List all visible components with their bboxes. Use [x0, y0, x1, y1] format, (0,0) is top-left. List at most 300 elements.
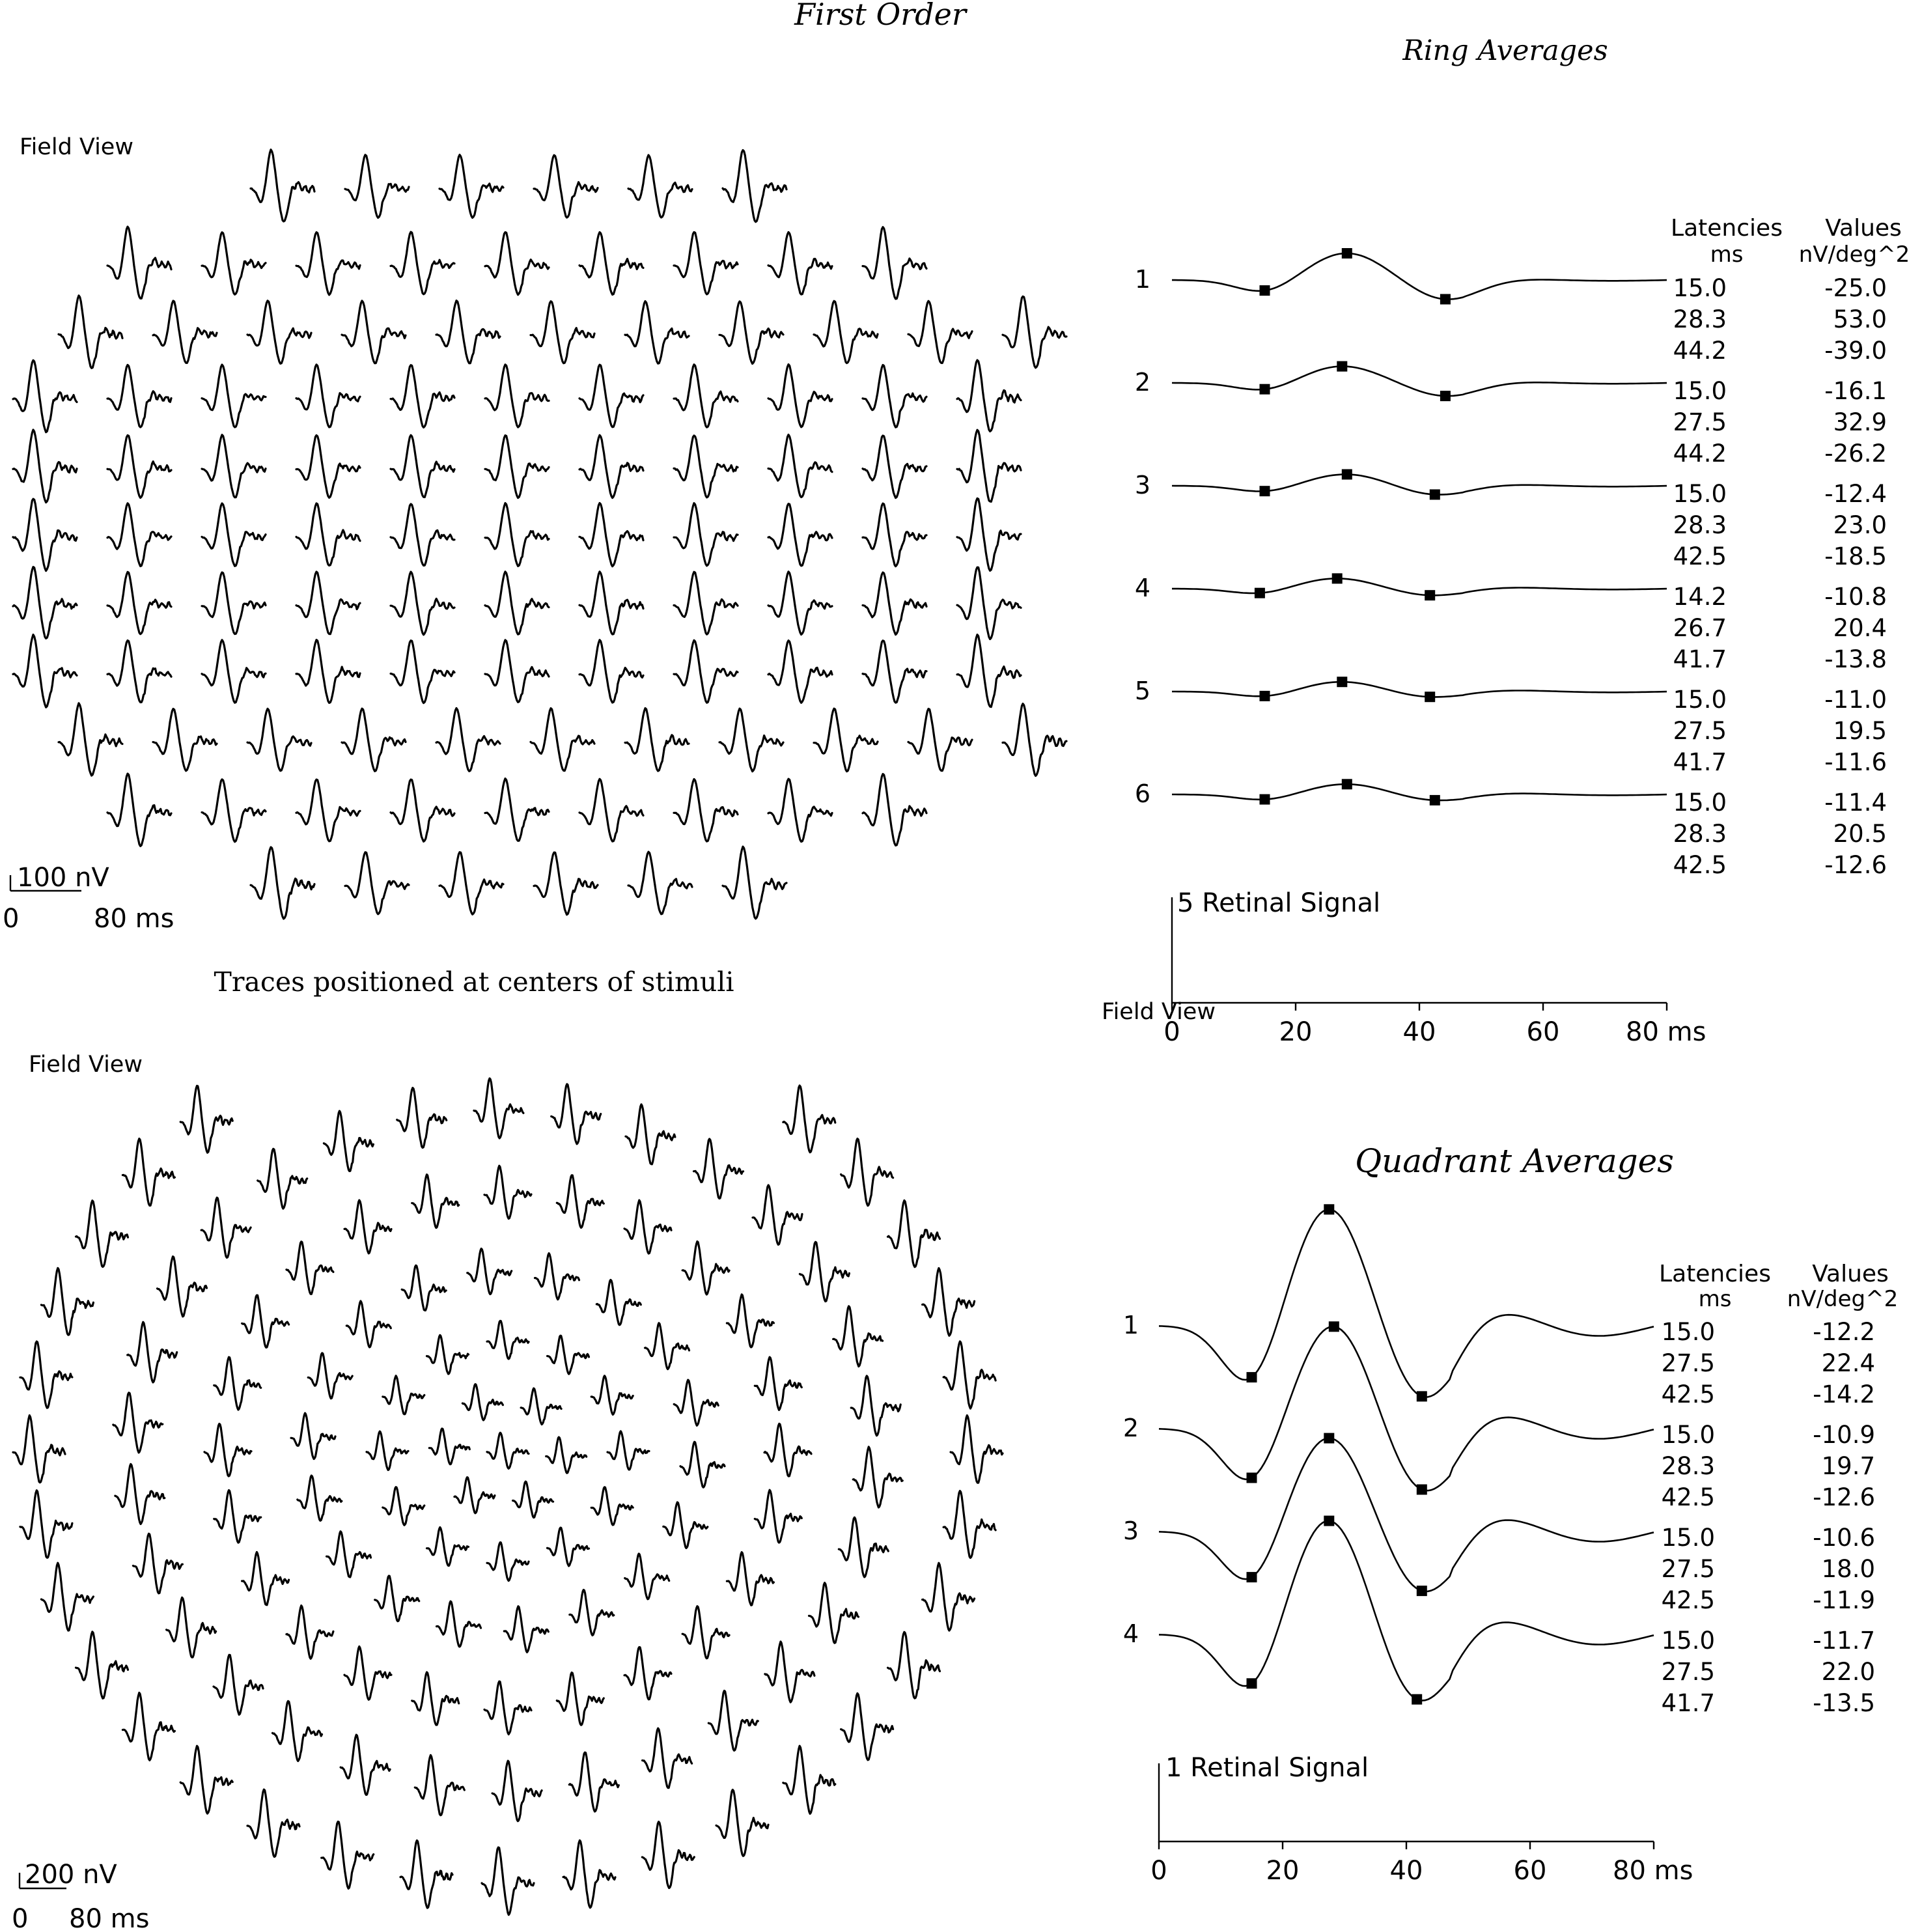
stimulus-trace — [76, 1201, 128, 1267]
quadrant-axis — [1150, 1753, 1693, 1886]
field-trace — [296, 365, 360, 427]
series-3-latency: 15.0 — [1673, 480, 1727, 508]
field-trace — [534, 155, 598, 217]
stimulus-trace — [833, 1306, 883, 1367]
stimulus-trace — [412, 1672, 459, 1725]
series-2-value: -12.6 — [1813, 1483, 1875, 1511]
series-3-latency: 42.5 — [1673, 542, 1727, 570]
stimulus-trace — [923, 1563, 975, 1631]
series-6-value: 20.5 — [1833, 820, 1887, 848]
series-1-value: 53.0 — [1833, 305, 1887, 333]
stimulus-trace — [122, 1693, 174, 1761]
field-trace — [908, 709, 972, 771]
field-trace — [768, 435, 832, 497]
ring-averages-panel — [1102, 35, 1910, 1047]
series-4-value: 22.0 — [1821, 1658, 1875, 1686]
stimulus-trace — [535, 1253, 579, 1300]
quadrant-xtick-40: 40 — [1389, 1856, 1423, 1886]
series-4-marker — [1425, 590, 1435, 600]
series-5-trace — [1172, 682, 1667, 697]
series-4-latency: 41.7 — [1673, 645, 1727, 673]
field-trace — [957, 635, 1021, 707]
stimulus-trace — [128, 1322, 177, 1382]
series-4-value: -13.8 — [1824, 645, 1887, 673]
series-3-latency: 27.5 — [1661, 1555, 1715, 1583]
stimulus-trace — [133, 1533, 182, 1593]
stimulus-trace — [214, 1357, 261, 1410]
field-trace — [251, 150, 314, 221]
stimulus-trace — [625, 1554, 669, 1599]
stimulus-trace — [247, 1789, 299, 1856]
field-trace — [485, 232, 549, 295]
series-3-latency: 15.0 — [1661, 1524, 1715, 1552]
stimulus-trace — [521, 1388, 561, 1424]
field-array-scale-bar — [3, 863, 174, 934]
stimulus-trace — [923, 1268, 975, 1336]
field-array-scale-value: 100 nV — [17, 863, 109, 893]
series-3-value: -11.9 — [1813, 1586, 1875, 1614]
field-trace — [296, 640, 360, 703]
series-2-value: 32.9 — [1833, 408, 1887, 436]
series-1-marker — [1247, 1372, 1257, 1382]
stimulus-trace — [951, 1416, 1003, 1483]
series-2-trace — [1172, 367, 1667, 397]
stimulus-trace — [204, 1424, 251, 1477]
stimulus-trace — [201, 1197, 251, 1257]
field-trace — [579, 572, 643, 634]
series-2-latency: 42.5 — [1661, 1483, 1715, 1511]
stimulus-trace — [853, 1447, 902, 1507]
field-trace — [768, 779, 832, 841]
field-array-label: Field View — [20, 134, 133, 160]
field-trace — [723, 847, 787, 919]
series-6-marker — [1430, 795, 1440, 805]
field-array-scale-end: 80 ms — [94, 904, 174, 934]
field-trace — [296, 779, 360, 841]
stimulus-trace — [474, 1078, 523, 1138]
series-3-trace — [1159, 1438, 1654, 1591]
field-trace — [863, 641, 926, 703]
ring-xtick-80: 80 ms — [1626, 1017, 1706, 1047]
series-4-latency: 15.0 — [1661, 1627, 1715, 1655]
series-2-value: -26.2 — [1824, 440, 1887, 468]
stimulus-trace — [548, 1528, 589, 1566]
series-1-value: -39.0 — [1824, 337, 1887, 365]
field-trace — [202, 435, 266, 497]
ring-view-label: Field View — [1102, 999, 1216, 1025]
stimulus-trace — [487, 1433, 529, 1468]
series-5-label: 5 — [1134, 677, 1151, 705]
ring-scale-label: 5 Retinal Signal — [1177, 888, 1381, 918]
field-array-traces — [13, 150, 1066, 919]
stimulus-trace — [783, 1746, 835, 1813]
field-trace — [202, 503, 266, 566]
series-4-marker — [1255, 588, 1265, 598]
ring-xtick-60: 60 — [1526, 1017, 1560, 1047]
field-trace — [957, 498, 1021, 570]
field-trace — [13, 635, 77, 708]
field-trace — [485, 640, 549, 702]
series-1-value: -12.2 — [1813, 1318, 1875, 1346]
stimuli-array-label: Field View — [29, 1052, 143, 1078]
ring-xtick-0: 0 — [1163, 1017, 1180, 1047]
field-trace — [719, 708, 783, 772]
stimulus-trace — [708, 1691, 758, 1751]
series-3-marker — [1417, 1586, 1427, 1596]
stimulus-trace — [167, 1597, 216, 1657]
stimulus-trace — [286, 1242, 333, 1295]
stimulus-trace — [415, 1755, 464, 1815]
series-4-trace — [1159, 1521, 1654, 1701]
series-3-value: -18.5 — [1824, 542, 1887, 570]
field-trace — [342, 301, 406, 363]
stimulus-trace — [324, 1111, 373, 1171]
stimulus-trace — [462, 1384, 503, 1420]
series-3-value: -10.6 — [1813, 1524, 1875, 1552]
field-trace — [251, 847, 314, 919]
field-trace — [485, 436, 549, 498]
stimulus-trace — [180, 1746, 232, 1813]
series-1-marker — [1342, 248, 1352, 259]
stimulus-trace — [341, 1735, 390, 1795]
field-trace — [342, 708, 406, 771]
stimulus-trace — [20, 1491, 72, 1558]
stimulus-trace — [674, 1380, 718, 1425]
stimulus-trace — [286, 1606, 333, 1659]
field-trace — [247, 708, 311, 770]
field-trace — [863, 774, 926, 846]
field-trace — [863, 365, 926, 428]
field-trace — [202, 232, 266, 294]
series-6-marker — [1342, 779, 1352, 789]
stimulus-trace — [375, 1576, 419, 1621]
quadrant-latency-unit: ms — [1698, 1286, 1732, 1312]
series-1-latency: 15.0 — [1673, 274, 1727, 302]
series-6-label: 6 — [1134, 779, 1151, 808]
field-trace — [247, 301, 311, 364]
stimulus-trace — [41, 1563, 93, 1631]
series-4-value: -13.5 — [1813, 1689, 1875, 1717]
field-trace — [345, 155, 409, 218]
series-2-marker — [1417, 1485, 1427, 1495]
stimulus-trace — [607, 1431, 649, 1470]
field-trace — [107, 572, 171, 634]
field-trace — [391, 435, 454, 497]
stimulus-trace — [548, 1336, 589, 1374]
stimuli-array-scale-start: 0 — [12, 1904, 29, 1932]
series-2-latency: 28.3 — [1661, 1452, 1715, 1480]
series-5-value: -11.6 — [1824, 748, 1887, 776]
series-1-latency: 28.3 — [1673, 305, 1727, 333]
stimulus-trace — [557, 1175, 604, 1228]
stimulus-trace — [591, 1376, 633, 1415]
series-2-marker — [1260, 384, 1270, 395]
stimulus-trace — [41, 1268, 93, 1335]
stimulus-trace — [682, 1606, 729, 1659]
field-trace — [13, 360, 77, 432]
series-1-marker — [1417, 1391, 1427, 1401]
stimulus-trace — [258, 1149, 307, 1209]
field-trace — [531, 301, 594, 363]
series-2-value: -10.9 — [1813, 1421, 1875, 1449]
series-1-trace — [1172, 253, 1667, 300]
stimulus-trace — [546, 1437, 587, 1473]
stimulus-trace — [242, 1552, 289, 1605]
field-trace — [391, 504, 454, 566]
field-trace — [1003, 704, 1066, 776]
stimulus-trace — [322, 1822, 374, 1889]
field-trace — [674, 640, 738, 703]
field-trace — [345, 852, 409, 914]
series-5-latency: 27.5 — [1673, 717, 1727, 745]
field-trace — [579, 232, 643, 295]
field-trace — [296, 572, 360, 634]
field-trace — [579, 503, 643, 567]
series-4-value: 20.4 — [1833, 614, 1887, 642]
stimulus-trace — [809, 1583, 859, 1644]
series-2-trace — [1159, 1326, 1654, 1491]
stimulus-trace — [482, 1847, 534, 1915]
ring-xtick-20: 20 — [1279, 1017, 1313, 1047]
stimulus-trace — [624, 1200, 671, 1253]
field-trace — [296, 232, 360, 295]
stimulus-trace — [484, 1681, 531, 1734]
series-4-value: -11.7 — [1813, 1627, 1875, 1655]
series-5-value: 19.5 — [1833, 717, 1887, 745]
field-trace — [908, 301, 972, 363]
field-trace — [13, 430, 77, 503]
stimulus-trace — [645, 1323, 689, 1369]
series-1-label: 1 — [1134, 265, 1151, 294]
stimulus-trace — [487, 1543, 529, 1581]
field-trace — [768, 504, 832, 566]
field-trace — [107, 641, 171, 703]
series-6-trace — [1172, 784, 1667, 800]
stimulus-trace — [76, 1632, 128, 1698]
quadrant-xtick-80: 80 ms — [1613, 1856, 1693, 1886]
stimulus-trace — [487, 1321, 529, 1359]
field-trace — [625, 301, 689, 364]
series-5-marker — [1260, 691, 1270, 701]
field-trace — [202, 572, 266, 634]
series-3-marker — [1260, 486, 1270, 496]
stimulus-trace — [437, 1601, 481, 1647]
field-trace — [485, 503, 549, 567]
series-1-value: 22.4 — [1821, 1349, 1875, 1377]
field-view-trace-array — [3, 134, 1066, 934]
stimulus-trace — [383, 1487, 425, 1526]
stimulus-trace — [682, 1242, 729, 1295]
field-trace — [296, 436, 360, 498]
series-6-latency: 28.3 — [1673, 820, 1727, 848]
series-6-value: -12.6 — [1824, 851, 1887, 879]
series-2-label: 2 — [1122, 1414, 1139, 1442]
stimulus-trace — [624, 1647, 671, 1700]
stimulus-trace — [158, 1257, 207, 1317]
stimulus-trace — [753, 1185, 802, 1244]
series-2-marker — [1329, 1321, 1339, 1332]
series-2-marker — [1247, 1473, 1257, 1483]
series-1-marker — [1260, 285, 1270, 296]
field-trace — [863, 436, 926, 498]
field-trace — [439, 155, 503, 218]
ring-latency-unit: ms — [1710, 242, 1744, 268]
stimulus-trace — [943, 1491, 996, 1558]
field-trace — [719, 301, 783, 364]
stimulus-trace — [563, 1840, 615, 1907]
field-trace — [625, 708, 689, 771]
field-trace — [579, 779, 643, 841]
field-trace — [391, 779, 454, 841]
quadrant-title: Quadrant Averages — [1355, 1142, 1674, 1180]
series-5-value: -11.0 — [1824, 686, 1887, 714]
field-trace — [153, 301, 217, 363]
series-4-value: -10.8 — [1824, 583, 1887, 611]
series-3-value: -12.4 — [1824, 480, 1887, 508]
stimulus-trace — [755, 1490, 801, 1543]
field-trace — [107, 227, 171, 298]
stimulus-trace — [291, 1413, 335, 1459]
field-trace — [391, 365, 454, 428]
field-trace — [485, 572, 549, 634]
field-trace — [13, 567, 77, 639]
field-trace — [1003, 296, 1066, 368]
quadrant-value-header: Values — [1812, 1261, 1889, 1287]
stimulus-trace — [888, 1632, 940, 1698]
field-trace — [674, 503, 738, 566]
stimulus-trace — [429, 1429, 469, 1464]
stimuli-array-scale-value: 200 nV — [25, 1860, 117, 1890]
series-2-latency: 44.2 — [1673, 440, 1727, 468]
stimulus-trace — [344, 1200, 391, 1253]
stimulus-trace — [663, 1502, 708, 1548]
series-1-latency: 15.0 — [1661, 1318, 1715, 1346]
field-trace — [202, 779, 266, 842]
stimulus-trace — [273, 1701, 322, 1761]
quadrant-scale-label: 1 Retinal Signal — [1165, 1753, 1369, 1783]
ring-axis — [1102, 888, 1706, 1047]
stimulus-trace — [214, 1655, 263, 1715]
stimulus-trace — [214, 1491, 261, 1543]
stimulus-trace — [943, 1341, 996, 1408]
field-trace — [531, 708, 594, 771]
stimuli-array-scale-bar — [12, 1860, 149, 1932]
stimulus-trace — [557, 1673, 604, 1726]
field-trace — [628, 852, 692, 914]
figure-title: First Order — [794, 0, 966, 32]
stimulus-trace — [327, 1532, 371, 1577]
field-trace — [768, 641, 832, 703]
series-6-value: -11.4 — [1824, 789, 1887, 817]
series-4-latency: 14.2 — [1673, 583, 1727, 611]
stimuli-array-scale-end: 80 ms — [69, 1904, 150, 1932]
series-3-label: 3 — [1122, 1517, 1139, 1545]
stimulus-trace — [569, 1752, 619, 1812]
series-5-marker — [1337, 677, 1347, 687]
series-5-marker — [1425, 692, 1435, 702]
field-trace — [107, 365, 171, 427]
stimulus-trace — [800, 1242, 849, 1301]
field-trace — [863, 227, 926, 299]
stimulus-trace — [242, 1295, 289, 1347]
field-trace — [296, 503, 360, 565]
stimulus-trace — [484, 1166, 531, 1218]
stimulus-trace — [402, 1265, 446, 1310]
stimulus-trace — [113, 1393, 163, 1453]
series-4-marker — [1247, 1678, 1257, 1688]
stimulus-trace — [122, 1139, 174, 1206]
stimulus-trace — [680, 1442, 725, 1487]
stimulus-trace — [839, 1517, 888, 1577]
field-trace — [628, 155, 692, 217]
series-2-latency: 15.0 — [1673, 377, 1727, 405]
stimulus-trace — [727, 1295, 773, 1347]
series-5-latency: 15.0 — [1673, 686, 1727, 714]
field-trace — [391, 232, 454, 294]
quadrant-latency-header: Latencies — [1659, 1261, 1771, 1287]
series-1-value: -14.2 — [1813, 1380, 1875, 1408]
series-3-latency: 28.3 — [1673, 511, 1727, 539]
stimulus-trace — [427, 1335, 469, 1374]
field-trace — [485, 365, 549, 427]
stimuli-centered-trace-array — [12, 1052, 1003, 1932]
field-trace — [957, 567, 1021, 639]
series-4-marker — [1412, 1694, 1422, 1705]
stimulus-trace — [764, 1423, 811, 1476]
field-trace — [202, 365, 266, 427]
series-3-marker — [1324, 1433, 1334, 1444]
field-trace — [957, 360, 1021, 431]
series-4-latency: 26.7 — [1673, 614, 1727, 642]
series-3-marker — [1430, 490, 1440, 500]
series-4-marker — [1332, 573, 1343, 583]
ring-value-unit: nV/deg^2 — [1798, 242, 1910, 268]
series-1-value: -25.0 — [1824, 274, 1887, 302]
stimulus-trace — [591, 1487, 633, 1525]
quadrant-xtick-60: 60 — [1513, 1856, 1547, 1886]
series-4-trace — [1172, 578, 1667, 595]
series-4-marker — [1324, 1516, 1334, 1526]
stimulus-trace — [626, 1104, 675, 1164]
field-array-scale-start: 0 — [3, 904, 20, 934]
ring-xtick-40: 40 — [1402, 1017, 1436, 1047]
field-trace — [107, 436, 171, 498]
series-1-latency: 42.5 — [1661, 1380, 1715, 1408]
stimulus-trace — [783, 1085, 835, 1153]
series-1-marker — [1440, 294, 1451, 305]
field-trace — [768, 232, 832, 295]
ring-value-header: Values — [1825, 215, 1902, 242]
stimulus-trace — [344, 1647, 391, 1700]
field-trace — [579, 435, 643, 497]
stimulus-trace — [367, 1431, 408, 1470]
field-trace — [863, 503, 926, 567]
series-4-label: 4 — [1134, 574, 1151, 602]
series-3-value: 23.0 — [1833, 511, 1887, 539]
series-6-marker — [1260, 794, 1270, 805]
stimulus-trace — [716, 1790, 768, 1856]
stimulus-trace — [412, 1175, 459, 1228]
field-trace — [674, 572, 738, 634]
stimulus-trace — [400, 1840, 453, 1908]
stimuli-caption: Traces positioned at centers of stimuli — [214, 966, 734, 998]
series-4-label: 4 — [1122, 1619, 1139, 1648]
series-2-latency: 15.0 — [1661, 1421, 1715, 1449]
quadrant-averages-panel — [1123, 1142, 1898, 1886]
stimulus-trace — [346, 1301, 391, 1347]
field-trace — [674, 436, 738, 497]
field-trace — [153, 709, 217, 771]
